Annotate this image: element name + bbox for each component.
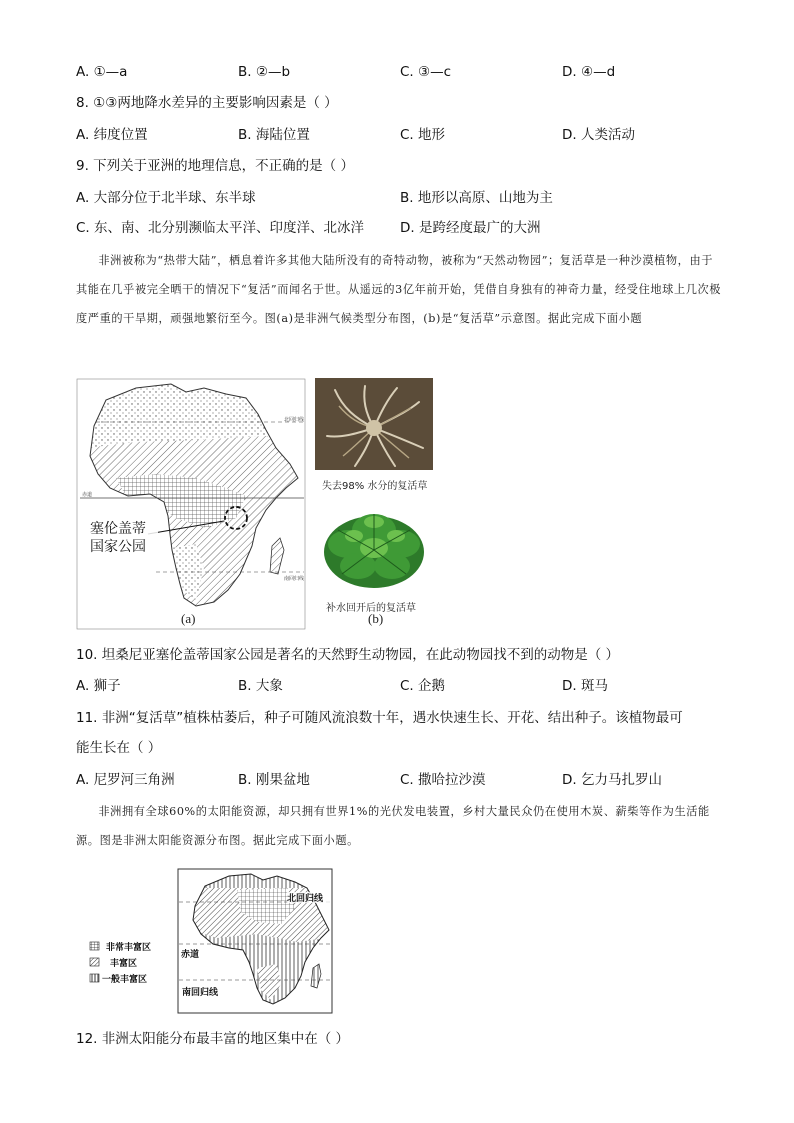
legend-normal: 一般丰富区: [102, 975, 148, 985]
q12-stem: 12. 非洲太阳能分布最丰富的地区集中在（ ）: [76, 1031, 350, 1047]
legend-rich: 丰富区: [110, 959, 138, 969]
q7-option-c[interactable]: C. ③—c: [400, 64, 452, 80]
q8-option-b[interactable]: B. 海陆位置: [238, 127, 310, 143]
figure-a-label: (a): [181, 611, 196, 626]
q8-option-c[interactable]: C. 地形: [400, 127, 446, 143]
passage-africa-solar: 非洲拥有全球60%的太阳能资源，却只拥有世界1%的光伏发电装置，乡村大量民众仍在使用木炭、薪柴等作为生活能源。图是非洲太阳能资源分布图。据此完成下面小题。: [76, 805, 710, 847]
q9-option-a[interactable]: A. 大部分位于北半球、东半球: [76, 190, 256, 206]
q11-option-d[interactable]: D. 乞力马扎罗山: [562, 772, 662, 788]
q11-option-a[interactable]: A. 尼罗河三角洲: [76, 772, 175, 788]
legend-very-rich: 非常丰富区: [106, 943, 152, 953]
solar-south-tropic-label: 南回归线: [182, 988, 219, 998]
dry-resurrection-plant-image: [315, 378, 433, 470]
q7-option-a[interactable]: A. ①—a: [76, 64, 128, 80]
q11-stem-line1: 11. 非洲“复活草”植株枯萎后，种子可随风流浪数十年，遇水快速生长、开花、结出种子。该植物最可: [76, 710, 683, 726]
q9-stem: 9. 下列关于亚洲的地理信息，不正确的是（ ）: [76, 158, 354, 174]
solar-equator-label: 赤道: [181, 950, 200, 960]
q11-stem-line2: 能生长在（ ）: [76, 740, 162, 756]
q8-option-a[interactable]: A. 纬度位置: [76, 127, 148, 143]
q10-option-a[interactable]: A. 狮子: [76, 678, 121, 694]
q9-option-c[interactable]: C. 东、南、北分别濒临太平洋、印度洋、北冰洋: [76, 220, 365, 236]
park-label-line2: 国家公园: [90, 539, 146, 555]
q8-option-d[interactable]: D. 人类活动: [562, 127, 635, 143]
q10-option-c[interactable]: C. 企鹅: [400, 678, 446, 694]
park-label-line1: 塞伦盖蒂: [90, 521, 146, 537]
africa-solar-legend: [88, 938, 178, 986]
q9-option-b[interactable]: B. 地形以高原、山地为主: [400, 190, 553, 206]
south-tropic-label: 南回归线: [284, 576, 305, 582]
africa-climate-map: [76, 378, 306, 630]
q10-stem: 10. 坦桑尼亚塞伦盖蒂国家公园是著名的天然野生动物园，在此动物园找不到的动物是（ ）: [76, 647, 620, 663]
figure-b-label: (b): [368, 611, 384, 626]
q7-option-d[interactable]: D. ④—d: [562, 64, 616, 80]
equator-label: 赤道: [82, 492, 93, 498]
solar-north-tropic-label: 北回归线: [287, 894, 324, 904]
revived-resurrection-plant-image: [318, 500, 430, 592]
q11-option-b[interactable]: B. 刚果盆地: [238, 772, 310, 788]
q7-option-b[interactable]: B. ②—b: [238, 64, 291, 80]
passage-africa-resurrection-plant: 非洲被称为“热带大陆”，栖息着许多其他大陆所没有的奇特动物，被称为“天然动物园”；复活草是一种沙漠植物，由于其能在几乎被完全晒干的情况下“复活”而闻名于世。从遥远的3亿年前开始，凭借自身独有的神奇力量，经受住地球上几次极度严重的干旱期，顽强地繁衍至今。图(a)是非洲气候类型分布图，(b)是“复活草”示意图。据此完成下面小题: [76, 254, 722, 325]
q11-option-c[interactable]: C. 撒哈拉沙漠: [400, 772, 486, 788]
q10-option-d[interactable]: D. 斑马: [562, 678, 608, 694]
dry-plant-caption: 失去98% 水分的复活草: [322, 481, 428, 492]
revived-plant-caption: 补水回开后的复活草: [326, 603, 416, 614]
q9-option-d[interactable]: D. 是跨经度最广的大洲: [400, 220, 541, 236]
q10-option-b[interactable]: B. 大象: [238, 678, 283, 694]
africa-solar-map: [177, 868, 333, 1014]
q8-stem: 8. ①③两地降水差异的主要影响因素是（ ）: [76, 95, 338, 111]
north-tropic-label: 北回归线: [284, 417, 305, 423]
